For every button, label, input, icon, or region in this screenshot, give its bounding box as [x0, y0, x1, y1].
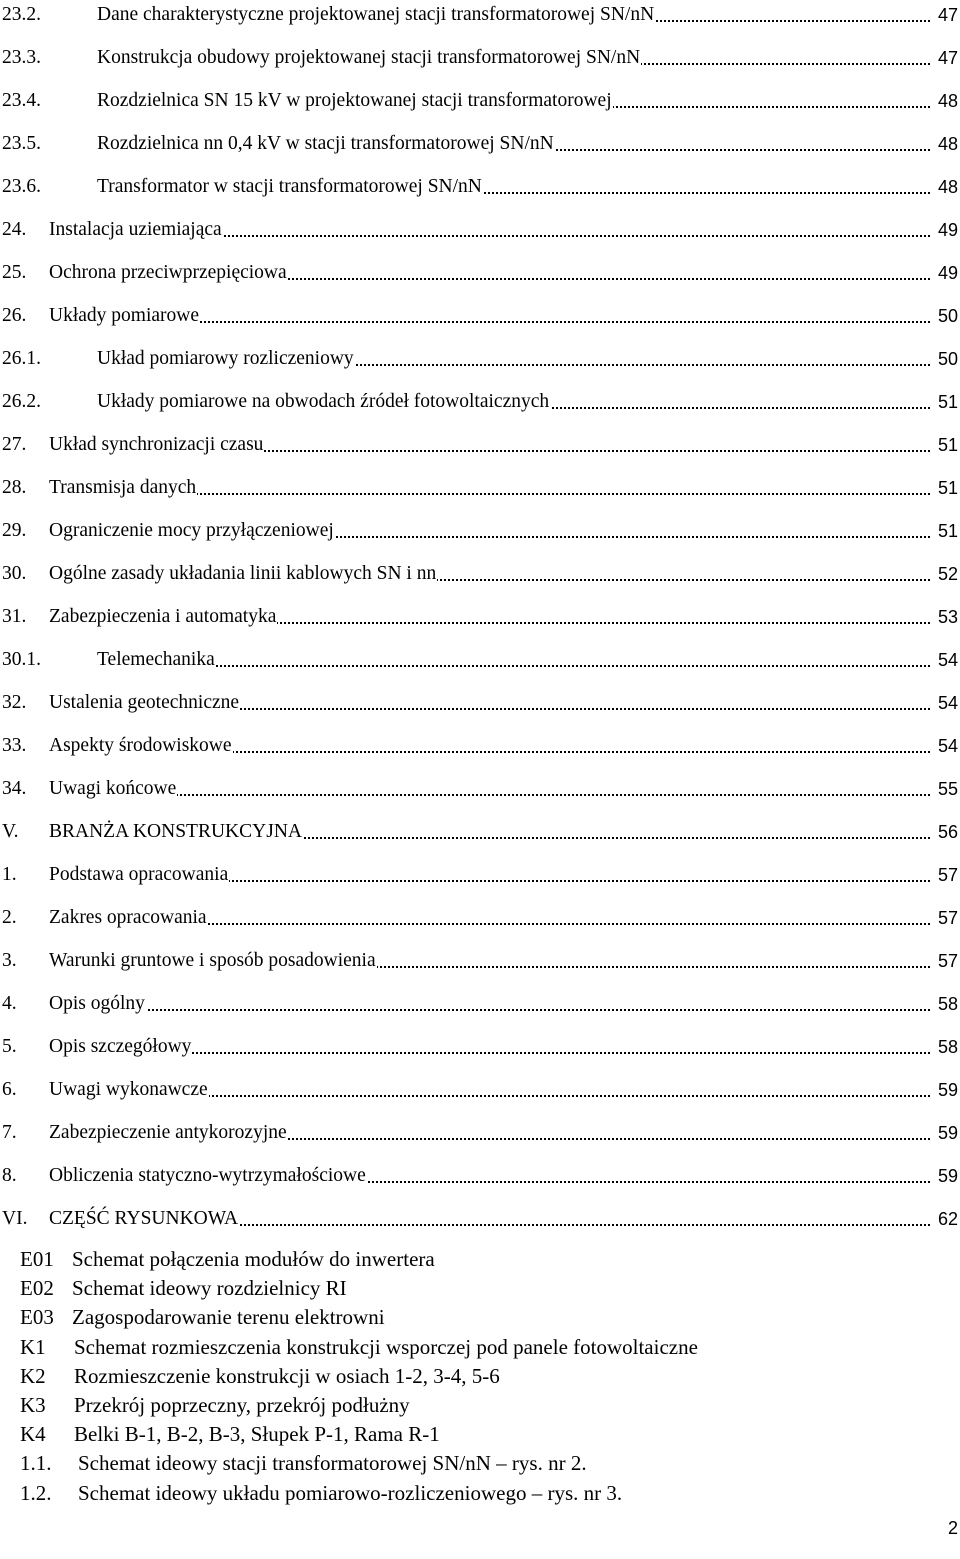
toc-number: 26.2.: [2, 391, 41, 412]
toc-row[interactable]: [0, 473, 960, 503]
toc-entry: [49, 903, 930, 933]
toc-row[interactable]: [0, 1204, 960, 1234]
page-number: 2: [947, 1518, 958, 1538]
toc-row[interactable]: [0, 989, 960, 1019]
toc-title: Aspekty środowiskowe: [49, 735, 232, 756]
drawing-item: [20, 1274, 920, 1303]
toc-number: 6.: [2, 1079, 17, 1100]
toc-entry: [97, 387, 930, 417]
drawing-item: [20, 1245, 920, 1274]
toc-page-number: 54: [936, 688, 958, 718]
drawing-code: K3: [20, 1393, 46, 1417]
toc-entry: [97, 43, 930, 73]
toc-entry: [49, 946, 930, 976]
toc-number: 33.: [2, 735, 27, 756]
toc-page-number: 47: [936, 43, 958, 73]
toc-page-number: 54: [936, 731, 958, 761]
toc-title: Dane charakterystyczne projektowanej stacji transformatorowej SN/nN: [97, 4, 655, 25]
toc-entry: [49, 989, 930, 1019]
toc-page-number: 51: [936, 473, 958, 503]
toc-row[interactable]: [0, 559, 960, 589]
toc-title: Opis szczegółowy: [49, 1036, 192, 1057]
drawing-item: [20, 1391, 920, 1420]
toc-title: Konstrukcja obudowy projektowanej stacji transformatorowej SN/nN: [97, 47, 641, 68]
toc-page-number: 51: [936, 430, 958, 460]
drawing-code: E01: [20, 1247, 54, 1271]
toc-title: Układ pomiarowy rozliczeniowy: [97, 348, 354, 369]
toc-page-number: 58: [936, 989, 958, 1019]
toc-page-number: 52: [936, 559, 958, 589]
toc-entry: [49, 602, 930, 632]
toc-number: 7.: [2, 1122, 17, 1143]
toc-entry: [49, 860, 930, 890]
toc-entry: [49, 688, 930, 718]
toc-title: Ochrona przeciwprzepięciowa: [49, 262, 287, 283]
drawing-item: [20, 1303, 920, 1332]
toc-row[interactable]: [0, 688, 960, 718]
toc-number: 26.1.: [2, 348, 41, 369]
drawing-title: Schemat ideowy stacji transformatorowej SN/nN – rys. nr 2.: [78, 1451, 587, 1476]
drawing-code: E03: [20, 1305, 54, 1330]
toc-entry: [49, 215, 930, 245]
drawing-title: Schemat ideowy układu pomiarowo-rozliczeniowego – rys. nr 3.: [78, 1480, 623, 1505]
toc-title: Podstawa opracowania: [49, 864, 229, 885]
toc-page-number: 51: [936, 516, 958, 546]
toc-row[interactable]: [0, 215, 960, 245]
toc-page-number: 57: [936, 946, 958, 976]
toc-title: Uwagi końcowe: [49, 778, 177, 799]
drawing-title: Belki B-1, B-2, B-3, Słupek P-1, Rama R-1: [74, 1422, 440, 1447]
toc-title: CZĘŚĆ RYSUNKOWA: [49, 1208, 239, 1229]
toc-number: 5.: [2, 1036, 17, 1057]
toc-entry: [49, 301, 930, 331]
drawing-title: Przekrój poprzeczny, przekrój podłużny: [74, 1393, 410, 1417]
toc-entry: [49, 1161, 930, 1191]
toc-title: Ustalenia geotechniczne: [49, 692, 240, 713]
toc-row[interactable]: [0, 86, 960, 116]
drawing-item: [20, 1449, 920, 1478]
drawing-code: K1: [20, 1334, 46, 1359]
toc-row[interactable]: [0, 387, 960, 417]
toc-entry: [97, 129, 930, 159]
drawing-title: Zagospodarowanie terenu elektrowni: [72, 1305, 385, 1330]
toc-row[interactable]: [0, 774, 960, 804]
toc-number: 29.: [2, 520, 27, 541]
toc-entry: [97, 172, 930, 202]
toc-title: Układy pomiarowe: [49, 305, 200, 326]
toc-title: Rozdzielnica nn 0,4 kV w stacji transformatorowej SN/nN: [97, 133, 554, 154]
toc-page-number: 62: [936, 1204, 958, 1234]
toc-page-number: 59: [936, 1161, 958, 1191]
toc-page-number: 48: [936, 129, 958, 159]
toc-number: 30.: [2, 563, 27, 584]
toc-row[interactable]: [0, 860, 960, 890]
toc-row[interactable]: [0, 602, 960, 632]
toc-page-number: 55: [936, 774, 958, 804]
toc-number: 2.: [2, 907, 17, 928]
toc-row[interactable]: [0, 946, 960, 976]
drawing-title: Rozmieszczenie konstrukcji w osiach 1-2, 3-4, 5-6: [74, 1363, 500, 1388]
toc-title: Układy pomiarowe na obwodach źródeł fotowoltaicznych: [97, 391, 550, 412]
toc-number: V.: [2, 821, 19, 842]
toc-page-number: 54: [936, 645, 958, 675]
toc-page-number: 48: [936, 86, 958, 116]
toc-entry: [49, 430, 930, 460]
toc-page-number: 53: [936, 602, 958, 632]
drawing-title: Schemat ideowy rozdzielnicy RI: [72, 1276, 347, 1301]
toc-entry: [97, 0, 930, 30]
toc-entry: [97, 86, 930, 116]
toc-number: 3.: [2, 950, 17, 971]
toc-entry: [49, 774, 930, 804]
toc-page-number: 59: [936, 1075, 958, 1105]
toc-title: Układ synchronizacji czasu: [49, 434, 264, 455]
toc-number: 23.3.: [2, 47, 41, 68]
toc-number: 23.2.: [2, 4, 41, 25]
drawing-item: [20, 1333, 920, 1362]
toc-number: 4.: [2, 993, 17, 1014]
toc-entry: [49, 258, 930, 288]
toc-row[interactable]: [0, 344, 960, 374]
toc-row[interactable]: [0, 645, 960, 675]
drawing-code: 1.2.: [20, 1480, 52, 1505]
toc-page-number: 56: [936, 817, 958, 847]
toc-row[interactable]: [0, 172, 960, 202]
toc-number: 27.: [2, 434, 27, 455]
dot-leader: [49, 1009, 930, 1011]
drawing-title: Schemat rozmieszczenia konstrukcji wsporczej pod panele fotowoltaiczne: [74, 1334, 698, 1359]
toc-entry: [49, 1075, 930, 1105]
drawing-code: 1.1.: [20, 1451, 52, 1476]
dot-leader: [97, 665, 930, 667]
toc-row[interactable]: [0, 129, 960, 159]
toc-number: 8.: [2, 1165, 17, 1186]
toc-number: 26.: [2, 305, 27, 326]
toc-entry: [49, 731, 930, 761]
toc-title: Ograniczenie mocy przyłączeniowej: [49, 520, 334, 541]
toc-row[interactable]: [0, 430, 960, 460]
toc-entry: [49, 817, 930, 847]
toc-row[interactable]: [0, 731, 960, 761]
toc-page-number: 47: [936, 0, 958, 30]
toc-number: 25.: [2, 262, 27, 283]
toc-page-number: 58: [936, 1032, 958, 1062]
toc-entry: [97, 344, 930, 374]
drawing-code: K4: [20, 1422, 46, 1447]
toc-page-number: 57: [936, 903, 958, 933]
toc-title: Zabezpieczenie antykorozyjne: [49, 1122, 287, 1143]
toc-row[interactable]: [0, 1161, 960, 1191]
toc-entry: [49, 1204, 930, 1234]
toc-row[interactable]: [0, 43, 960, 73]
toc-row[interactable]: [0, 1118, 960, 1148]
toc-row[interactable]: [0, 516, 960, 546]
toc-entry: [49, 473, 930, 503]
toc-title: Instalacja uziemiająca: [49, 219, 222, 240]
toc-row[interactable]: [0, 301, 960, 331]
toc-number: 30.1.: [2, 649, 41, 670]
toc-page-number: 48: [936, 172, 958, 202]
drawing-code: K2: [20, 1363, 46, 1388]
toc-entry: [49, 559, 930, 589]
toc-entry: [49, 1118, 930, 1148]
toc-title: Rozdzielnica SN 15 kV w projektowanej stacji transformatorowej: [97, 90, 612, 111]
toc-row[interactable]: [0, 258, 960, 288]
toc-row[interactable]: [0, 903, 960, 933]
toc-number: 1.: [2, 864, 17, 885]
toc-title: Uwagi wykonawcze: [49, 1079, 208, 1100]
toc-title: Zakres opracowania: [49, 907, 207, 928]
toc-row[interactable]: [0, 1032, 960, 1062]
toc-row[interactable]: [0, 1075, 960, 1105]
toc-entry: [49, 1032, 930, 1062]
toc-number: 23.5.: [2, 133, 41, 154]
toc-title: Transformator w stacji transformatorowej SN/nN: [97, 176, 482, 197]
toc-number: VI.: [2, 1208, 28, 1229]
toc-title: Warunki gruntowe i sposób posadowienia: [49, 950, 376, 971]
toc-page-number: 50: [936, 344, 958, 374]
toc-number: 28.: [2, 477, 27, 498]
toc-title: Telemechanika: [97, 649, 215, 670]
toc-entry: [49, 516, 930, 546]
toc-title: Opis ogólny: [49, 993, 145, 1014]
toc-page-number: 49: [936, 258, 958, 288]
toc-title: Obliczenia statyczno-wytrzymałościowe: [49, 1165, 366, 1186]
drawing-item: [20, 1420, 920, 1449]
toc-number: 23.6.: [2, 176, 41, 197]
toc-number: 34.: [2, 778, 27, 799]
toc-page-number: 51: [936, 387, 958, 417]
toc-title: BRANŻA KONSTRUKCYJNA: [49, 821, 302, 842]
toc-title: Transmisja danych: [49, 477, 197, 498]
toc-page-number: 59: [936, 1118, 958, 1148]
toc-page-number: 49: [936, 215, 958, 245]
drawing-title: Schemat połączenia modułów do inwertera: [72, 1247, 435, 1271]
drawing-item: [20, 1362, 920, 1391]
toc-number: 24.: [2, 219, 27, 240]
dot-leader: [49, 794, 930, 796]
toc-page-number: 57: [936, 860, 958, 890]
toc-title: Zabezpieczenia i automatyka: [49, 606, 277, 627]
toc-row[interactable]: [0, 817, 960, 847]
toc-row[interactable]: [0, 0, 960, 30]
toc-number: 31.: [2, 606, 27, 627]
toc-number: 23.4.: [2, 90, 41, 111]
drawing-code: E02: [20, 1276, 54, 1301]
toc-number: 32.: [2, 692, 27, 713]
toc-title: Ogólne zasady układania linii kablowych SN i nn: [49, 563, 437, 584]
drawing-item: [20, 1479, 920, 1508]
toc-page-number: 50: [936, 301, 958, 331]
toc-entry: [97, 645, 930, 675]
